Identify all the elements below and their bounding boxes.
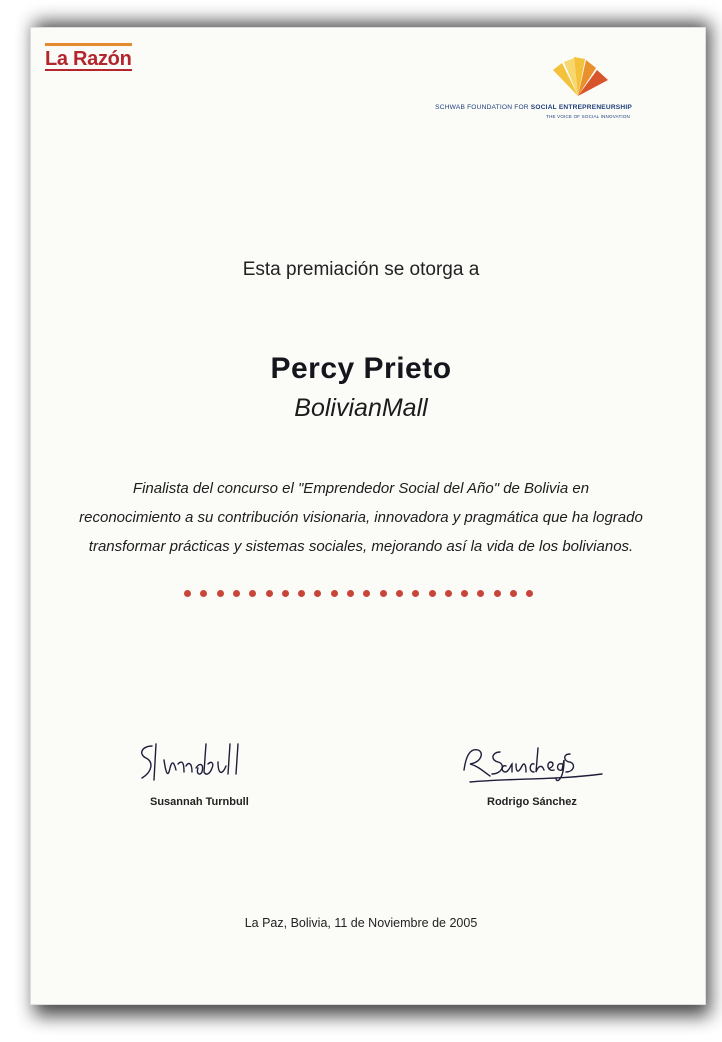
divider-dot [184,590,191,597]
divider-dot [396,590,403,597]
divider-dot [233,590,240,597]
la-razon-logo: La Razón [45,43,132,71]
divider-dot [429,590,436,597]
divider-dot [380,590,387,597]
divider-dot [445,590,452,597]
description-line: reconocimiento a su contribución visionaria, innovadora y pragmática que ha logrado [79,509,643,526]
signatory-name: Rodrigo Sánchez [487,796,577,808]
dotted-divider [184,590,549,600]
signatory-name: Susannah Turnbull [150,796,249,808]
schwab-name-bold: SOCIAL ENTREPRENEURSHIP [530,104,632,111]
divider-dot [249,590,256,597]
description-line: Finalista del concurso el "Emprendedor Social del Año" de Bolivia en [132,480,590,497]
schwab-foundation-logo [400,30,640,130]
divider-dot [266,590,273,597]
divider-dot [461,590,468,597]
divider-dot [412,590,419,597]
divider-dot [494,590,501,597]
divider-dot [217,590,224,597]
award-lead-text: Esta premiación se otorga a [242,259,480,280]
divider-dot [200,590,207,597]
signature-turnbull [134,738,274,788]
divider-dot [314,590,321,597]
divider-dot [526,590,533,597]
divider-dot [510,590,517,597]
divider-dot [347,590,354,597]
schwab-tagline: THE VOICE OF SOCIAL INNOVATION [546,114,630,119]
award-description [60,474,662,561]
signature-sanchez [456,740,616,790]
place-and-date: La Paz, Bolivia, 11 de Noviembre de 2005 [244,916,478,930]
divider-dot [298,590,305,597]
description-line: transformar prácticas y sistemas sociales, mejorando así la vida de los bolivianos. [88,538,634,555]
divider-dot [282,590,289,597]
divider-dot [363,590,370,597]
recipient-organization: BolivianMall [294,394,428,422]
recipient-name: Percy Prieto [270,352,452,385]
divider-dot [477,590,484,597]
schwab-sunburst-icon [538,30,618,100]
divider-dot [331,590,338,597]
schwab-foundation-name [400,104,632,111]
schwab-name-prefix: SCHWAB FOUNDATION FOR [435,104,529,111]
